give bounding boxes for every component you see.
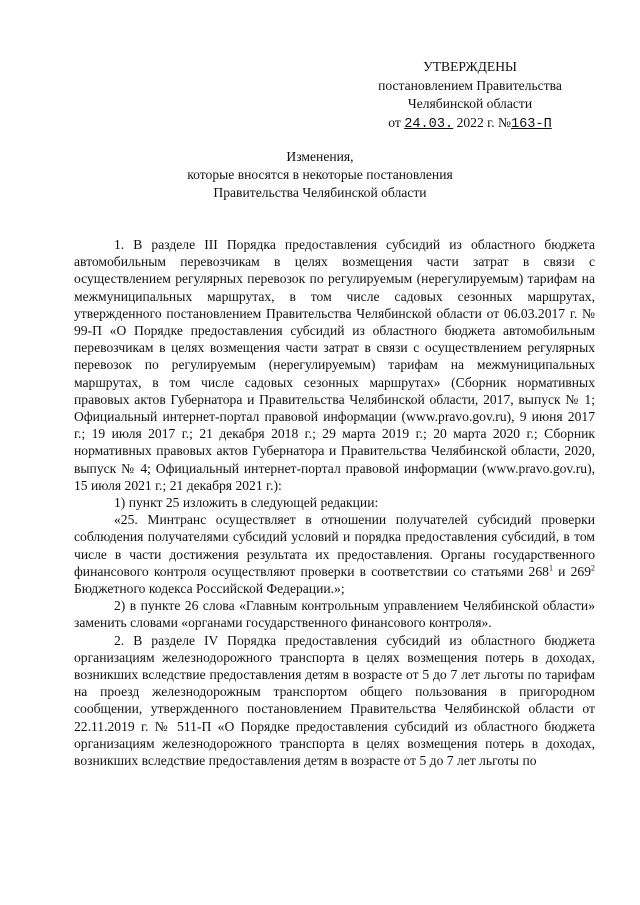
paragraph-3-start: «25. Минтранс осуществляет в отношении получателей субсидий проверки соблюдения получателями субсидий условий и порядка предоставления субсидий, в том числе в части достижения результата их предоставления. Органы государственного финансового контроля осуществляют проверки в соответствии со статьями 268 <box>74 512 595 579</box>
date-prefix: от <box>388 114 401 130</box>
paragraph-4: 2) в пункте 26 слова «Главным контрольным управлением Челябинской области» заменить словами «органами государственного финансового контроля». <box>74 598 595 631</box>
paragraph-1: 1. В разделе III Порядка предоставления субсидий из областного бюджета автомобильным перевозчикам в целях возмещения части затрат в связи с осуществлением регулярных перевозок по регулируемым (нерегулируемым) тарифам на межмуниципальных маршрутах, в том числе садовых сезонных маршрутах, утвержденного постановлением Правительства Челябинской области от 06.03.2017 г. № 99-П «О Порядке предоставления субсидий из областного бюджета автомобильным перевозчикам в целях возмещения части затрат в связи с осуществлением регулярных перевозок по регулируемым (нерегулируемым) тарифам на межмуниципальных маршрутах, в том числе садовых сезонных маршрутах» (Сборник нормативных правовых актов Губернатора и Правительства Челябинской области, 2017, выпуск № 1; Официальный интернет-портал правовой информации (www.pravo.gov.ru), 9 июня 2017 г.; 19 июля 2017 г.; 21 декабря 2018 г.; 29 марта 2019 г.; 20 марта 2020 г.; Сборник нормативных правовых актов Губернатора и Правительства Челябинской области, 2020, выпуск № 4; Официальный интернет-портал правовой информации (www.pravo.gov.ru), 15 июля 2021 г.; 21 декабря 2021 г.): <box>74 237 595 493</box>
document-body <box>74 236 595 769</box>
paragraph-5: 2. В разделе IV Порядка предоставления субсидий из областного бюджета организациям железнодорожного транспорта в целях возмещения потерь в доходах, возникших вследствие предоставления детям в возрасте от 5 до 7 лет льготы по тарифам на проезд железнодорожным транспортом общего пользования в пригородном сообщении, утвержденного постановлением Правительства Челябинской области от 22.11.2019 г. № 511-П «О Порядке предоставления субсидий из областного бюджета организациям железнодорожного транспорта в целях возмещения потерь в доходах, возникших вследствие предоставления детям в возрасте от 5 до 7 лет льготы по <box>74 632 595 769</box>
year-text: 2022 г. № <box>456 114 511 130</box>
approval-heading: УТВЕРЖДЕНЫ <box>423 59 517 74</box>
handwritten-date: 24.03. <box>404 116 454 132</box>
document-title <box>0 148 640 202</box>
approval-line-2: Челябинской области <box>407 96 533 111</box>
superscript-1: 1 <box>548 563 553 573</box>
title-line-1: Изменения, <box>286 149 354 164</box>
approval-line-1: постановлением Правительства <box>378 77 562 93</box>
approval-date-line <box>360 114 580 135</box>
paragraph-3-end: Бюджетного кодекса Российской Федерации.»; <box>74 581 345 597</box>
superscript-2: 2 <box>591 563 595 573</box>
title-line-2: которые вносятся в некоторые постановления <box>187 167 453 182</box>
paragraph-3 <box>74 511 595 597</box>
title-line-3: Правительства Челябинской области <box>213 185 427 200</box>
paragraph-2: 1) пункт 25 изложить в следующей редакции: <box>114 495 379 511</box>
handwritten-number: 163-П <box>510 116 552 132</box>
approval-block <box>360 58 580 134</box>
paragraph-3-mid: и 269 <box>552 563 591 579</box>
